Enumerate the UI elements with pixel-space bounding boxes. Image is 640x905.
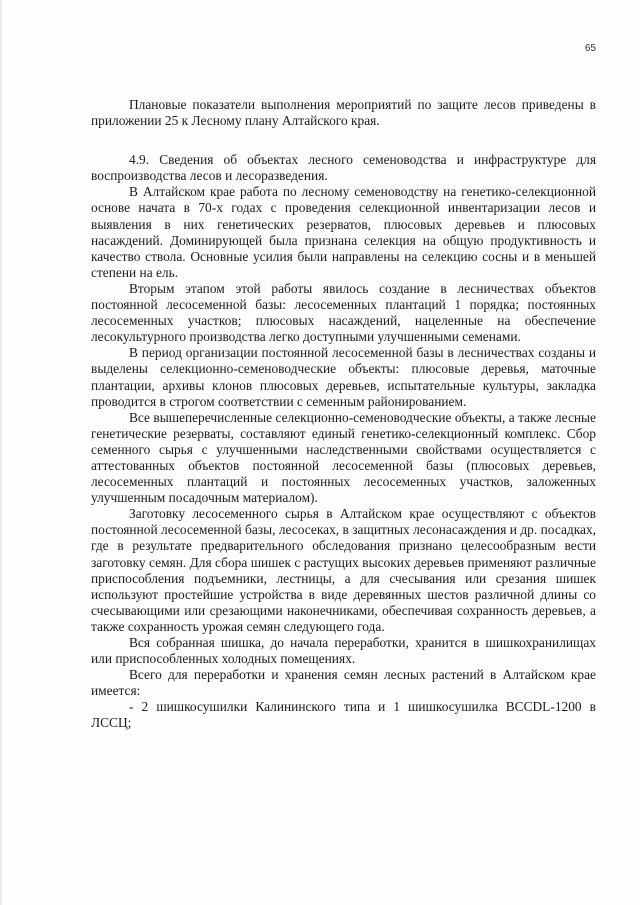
scan-edge-shadow bbox=[0, 0, 3, 905]
paragraph-seed-base-objects: В период организации постоянной лесосеменной базы в лесничествах созданы и выделены селекционно-семеноводческие объекты: плюсовые деревья, маточные плантации, архивы клонов плюсовых деревьев, испытательные культуры, закладка проводится в строгом соответствии с семенным районированием. bbox=[91, 345, 596, 409]
paragraph-forest-protection: Плановые показатели выполнения мероприятий по защите лесов приведены в приложении 25 к Лесному плану Алтайского края. bbox=[91, 97, 596, 129]
paragraph-gap bbox=[91, 129, 596, 152]
document-body bbox=[91, 97, 596, 732]
paragraph-second-stage: Вторым этапом этой работы явилось создание в лесничествах объектов постоянной лесосеменной базы: лесосеменных плантаций 1 порядка; постоянных лесосеменных участков; плюсовых насаждений, нацеленные на обеспечение лесокультурного производства легко доступными улучшенными семенами. bbox=[91, 280, 596, 345]
section-heading-4-9: 4.9. Сведения об объектах лесного семеноводства и инфраструктуре для воспроизводства лесов и лесоразведения. bbox=[91, 152, 596, 184]
paragraph-seed-breeding-start: В Алтайском крае работа по лесному семеноводству на генетико-селекционной основе начата в 70-х годах с проведения селекционной инвентаризации лесов и выявления в них генетических резерватов, плюсовых деревьев и плюсовых насаждений. Доминирующей была признана селекция на общую продуктивность и качество ствола. Основные усилия были направлены на селекцию сосны и в меньшей степени на ель. bbox=[91, 184, 596, 280]
list-item-cone-dryers: - 2 шишкосушилки Калининского типа и 1 шишкосушилка BCCDL-1200 в ЛССЦ; bbox=[91, 699, 596, 731]
page-number: 65 bbox=[584, 43, 596, 54]
paragraph-processing-facilities: Всего для переработки и хранения семян лесных растений в Алтайском крае имеется: bbox=[91, 667, 596, 699]
paragraph-genetic-complex: Все вышеперечисленные селекционно-семеноводческие объекты, а также лесные генетические резерваты, составляют единый генетико-селекционный комплекс. Сбор семенного сырья с улучшенными наследственными свойствами осуществляется с аттестованных объектов постоянной лесосеменной базы (плюсовых деревьев, лесосеменных плантаций и постоянных лесосеменных участков, заложенных улучшенным посадочным материалом). bbox=[91, 409, 596, 506]
paragraph-seed-harvesting: Заготовку лесосеменного сырья в Алтайском крае осуществляют с объектов постоянной лесосеменной базы, лесосеках, в защитных лесонасаждения и др. посадках, где в результате предварительного обследования признано целесообразным вести заготовку семян. Для сбора шишек с растущих высоких деревьев применяют различные приспособления подъемники, лестницы, а для счесывания или срезания шишек используют простейшие устройства в виде деревянных шестов различной длины со счесывающими или срезающими наконечниками, обеспечивая сохранность деревьев, а также сохранность урожая семян следующего года. bbox=[91, 506, 596, 634]
paragraph-cone-storage: Вся собранная шишка, до начала переработки, хранится в шишкохранилищах или приспособленных холодных помещениях. bbox=[91, 635, 596, 667]
